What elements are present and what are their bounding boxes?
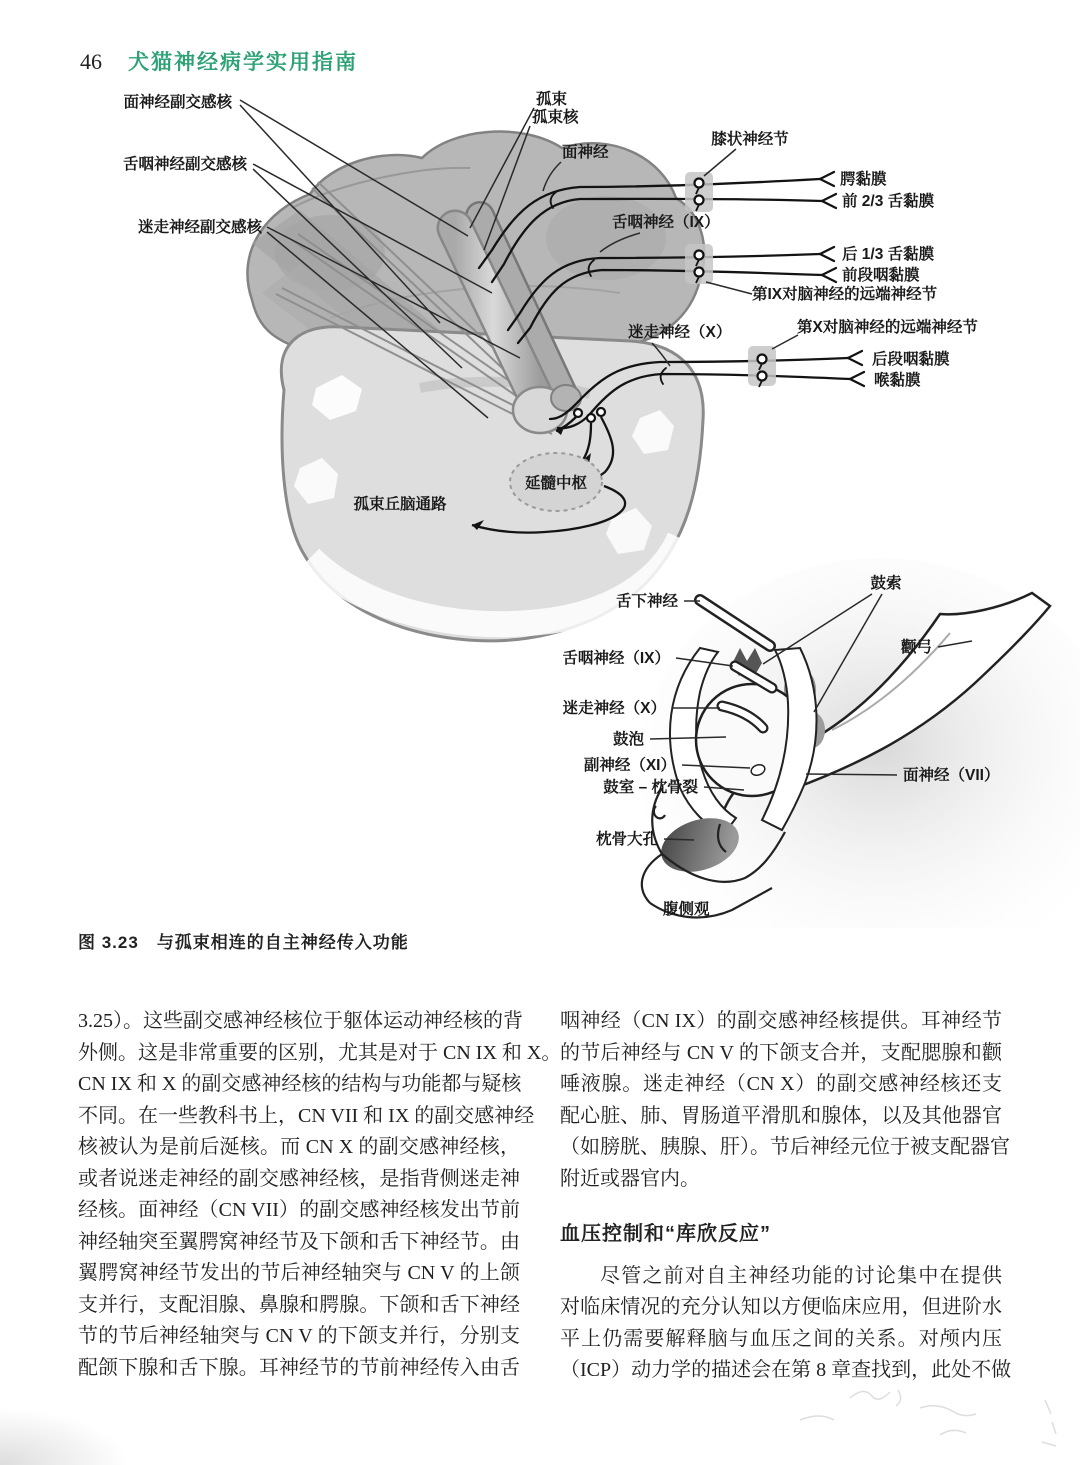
body-line: 唾液腺。迷走神经（CN X）的副交感神经核还支 [560,1073,1002,1095]
solitary-tract-label: 孤束 [536,91,568,108]
figure-caption-text: 与孤束相连的自主神经传入功能 [156,933,409,952]
vagus-nerve-label2: 迷走神经（X） [562,700,666,717]
hypoglossal-nerve-label: 舌下神经 [615,593,678,610]
zygomatic-arch-label: 颧弓 [900,639,932,656]
section-heading: 血压控制和“库欣反应” [560,1223,771,1245]
facial-nerve-label: 面神经 [562,144,609,161]
body-line: 平上仍需要解释脑与血压之间的关系。对颅内压 [560,1327,1002,1350]
solitary-nucleus-label: 孤束核 [532,109,579,126]
geniculate-ganglion-label: 膝状神经节 [711,131,789,148]
body-line: （如膀胱、胰腺、肝）。节后神经元位于被支配器官 [560,1136,1010,1158]
figure-caption [78,928,409,953]
cn10-distal-ganglion-label: 第X对脑神经的远端神经节 [797,319,978,336]
posterior-pharyngeal-mucosa-label: 后段咽黏膜 [872,351,950,368]
body-line: 3.25）。这些副交感神经核位于躯体运动神经核的背 [78,1010,523,1032]
body-line: 或者说迷走神经的副交感神经核，是指背侧迷走神 [78,1167,520,1190]
body-line: 节的节后神经轴突与 CN V 的下颌支并行，分别支 [78,1325,520,1347]
anterior-pharyngeal-mucosa-label: 前段咽黏膜 [842,267,920,284]
figure-caption-label: 图 3.23 [78,933,139,952]
body-left-column [78,1006,562,1384]
body-line: 不同。在一些教科书上，CN VII 和 IX 的副交感神经 [78,1104,535,1127]
cn9-distal-ganglion-label: 第IX对脑神经的远端神经节 [752,286,938,303]
book-title: 犬猫神经病学实用指南 [128,51,358,74]
body-line: 的节后神经与 CN V 的下颌支合并，支配腮腺和颧 [560,1041,1002,1064]
facial-nerve-label2: 面神经（VII） [903,767,1000,784]
body-line: 对临床情况的充分认知以方便临床应用，但进阶水 [560,1296,1002,1318]
skull-base-illustration [562,558,1080,928]
vagal-parasympathetic-nucleus-label: 迷走神经副交感核 [137,219,262,236]
faint-pencil-watermark [790,1380,1080,1465]
body-line: 外侧。这是非常重要的区别，尤其是对于 CN IX 和 X。 [78,1041,562,1064]
figure-3-23-illustration [0,88,1080,928]
chorda-tympani-label: 鼓索 [870,575,902,592]
solitariothalamic-pathway-label: 孤束丘脑通路 [353,496,447,513]
accessory-nerve-label: 副神经（XI） [583,757,676,774]
ganglia [685,172,776,387]
body-line: 尽管之前对自主神经功能的讨论集中在提供 [600,1264,1002,1287]
anterior-tongue-mucosa-label: 前 2/3 舌黏膜 [842,193,935,210]
body-line: CN IX 和 X 的副交感神经核的结构与功能都与疑核 [78,1073,522,1095]
foramen-magnum-label: 枕骨大孔 [595,831,658,848]
facial-parasympathetic-nucleus-label: 面神经副交感核 [123,94,232,111]
body-right-column [560,1006,1012,1387]
body-line: 神经轴突至翼腭窝神经节及下颌和舌下神经节。由 [78,1230,520,1253]
body-line: 支并行，支配泪腺、鼻腺和腭腺。下颌和舌下神经 [78,1293,520,1316]
tympanic-bulla-label: 鼓泡 [612,731,644,748]
vagus-nerve-label: 迷走神经（X） [628,324,732,341]
body-line: 配心脏、肺、胃肠道平滑肌和腺体，以及其他器官 [560,1104,1002,1127]
body-line: 翼腭窝神经节发出的节后神经轴突与 CN V 的上颌 [78,1262,520,1284]
body-line: 核被认为是前后涎核。而 CN X 的副交感神经核， [78,1136,520,1158]
glossopharyngeal-nerve-label: 舌咽神经（IX） [612,214,720,231]
page-number: 46 [80,49,102,74]
ventral-view-label: 腹侧观 [663,901,710,918]
page-curl-shadow [0,1408,130,1465]
page-header [80,46,358,76]
body-line: 配颌下腺和舌下腺。耳神经节的节前神经传入由舌 [78,1356,520,1379]
palatal-mucosa-label: 腭黏膜 [840,171,887,188]
tympano-occipital-fissure-label: 鼓室 – 枕骨裂 [603,779,698,796]
laryngeal-mucosa-label: 喉黏膜 [874,372,921,389]
body-line: 咽神经（CN IX）的副交感神经核提供。耳神经节 [560,1010,1002,1032]
medullary-center-label: 延髓中枢 [524,475,588,492]
glossopharyngeal-parasympathetic-nucleus-label: 舌咽神经副交感核 [122,156,247,173]
glossopharyngeal-nerve-label2: 舌咽神经（IX） [562,650,670,667]
body-line: （ICP）动力学的描述会在第 8 章查找到，此处不做 [560,1359,1012,1381]
posterior-tongue-mucosa-label: 后 1/3 舌黏膜 [842,246,935,263]
body-line: 经核。面神经（CN VII）的副交感神经核发出节前 [78,1199,520,1221]
body-line: 附近或器官内。 [560,1167,700,1190]
